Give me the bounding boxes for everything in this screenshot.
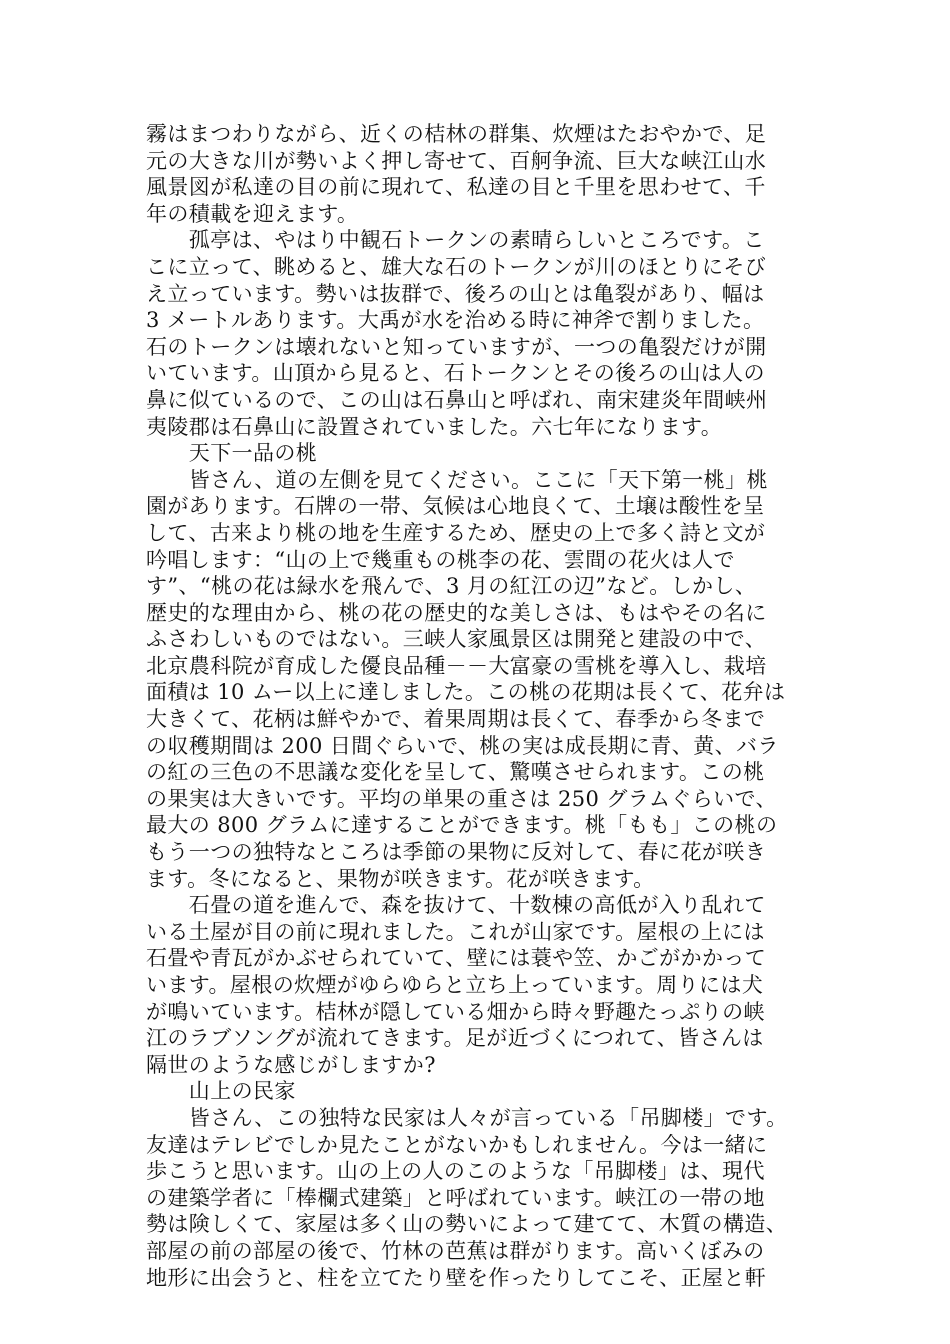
paragraph-start-line: 皆さん、この独特な民家は人々が言っている「吊脚楼」です。 bbox=[146, 1105, 788, 1130]
text-line: こに立って、眺めると、雄大な石のトークンが川のほとりにそび bbox=[146, 254, 767, 279]
text-line: が鳴いています。桔林が隠している畑から時々野趣たっぷりの峡 bbox=[146, 999, 765, 1024]
paragraph-start-line: 石畳の道を進んで、森を抜けて、十数棟の高低が入り乱れて bbox=[146, 893, 766, 918]
text-line: 夷陵郡は石鼻山に設置されていました。六七年になります。 bbox=[146, 414, 723, 439]
text-line: 鼻に似ているので、この山は石鼻山と呼ばれ、南宋建炎年間峡州 bbox=[146, 387, 768, 412]
text-line: して、古来より桃の地を生産するため、歴史の上で多く詩と文が bbox=[146, 520, 766, 545]
text-line: 勢は険しくて、家屋は多く山の勢いによって建てて、木質の構造、 bbox=[146, 1212, 788, 1237]
text-line: の収穫期間は 200 日間ぐらいで、桃の実は成長期に青、黄、バラ bbox=[146, 733, 779, 758]
text-line: 友達はテレビでしか見たことがないかもしれません。今は一緒に bbox=[146, 1132, 768, 1157]
text-line: 大きくて、花柄は鮮やかで、着果周期は長くて、春季から冬まで bbox=[146, 707, 766, 732]
paragraph-start-line: 孤亭は、やはり中観石トークンの素晴らしいところです。こ bbox=[146, 228, 765, 253]
text-line: います。屋根の炊煙がゆらゆらと立ち上っています。周りには犬 bbox=[146, 973, 764, 997]
section-heading: 天下一品の桃 bbox=[146, 441, 318, 466]
text-line: もう一つの独特なところは季節の果物に反対して、春に花が咲き bbox=[146, 840, 767, 865]
text-line: 園があります。石牌の一帯、気候は心地良くて、土壌は酸性を呈 bbox=[146, 494, 765, 519]
section-heading: 山上の民家 bbox=[146, 1079, 296, 1104]
text-line: 面積は 10 ムー以上に達しました。この桃の花期は長くて、花弁は bbox=[146, 680, 786, 705]
text-line: 歩こうと思います。山の上の人のこのような「吊脚楼」は、現代 bbox=[146, 1159, 765, 1184]
text-line: ふさわしいものではない。三峡人家風景区は開発と建設の中で、 bbox=[146, 627, 767, 652]
paragraph-start-line: 皆さん、道の左側を見てください。ここに「天下第一桃」桃 bbox=[146, 467, 768, 492]
text-line: いる土屋が目の前に現れました。これが山家です。屋根の上には bbox=[146, 919, 765, 944]
text-line: 歴史的な理由から、桃の花の歴史的な美しさは、もはやその名に bbox=[146, 600, 767, 625]
text-line: の果実は大きいです。平均の単果の重さは 250 グラムぐらいで、 bbox=[146, 786, 777, 811]
text-line: 江のラブソングが流れてきます。足が近づくにつれて、皆さんは bbox=[146, 1026, 764, 1051]
text-line: 石畳や青瓦がかぶせられていて、壁には蓑や笠、かごがかかって bbox=[146, 946, 767, 971]
text-line: 隔世のような感じがしますか? bbox=[146, 1052, 436, 1077]
text-line: 地形に出会うと、柱を立てたり壁を作ったりしてこそ、正屋と軒 bbox=[146, 1265, 767, 1290]
text-line: 3 メートルあります。大禹が水を治める時に神斧で割りました。 bbox=[146, 308, 765, 333]
text-line: 風景図が私達の目の前に現れて、私達の目と千里を思わせて、千 bbox=[146, 175, 766, 200]
text-line: 霧はまつわりながら、近くの桔林の群集、炊煙はたおやかで、足 bbox=[146, 122, 767, 146]
text-line: え立っています。勢いは抜群で、後ろの山とは亀裂があり、幅は bbox=[146, 281, 765, 306]
text-line: 吟唱します：“山の上で幾重もの桃李の花、雲間の花火は人で bbox=[146, 547, 735, 572]
text-line: す”、“桃の花は緑水を飛んで、3 月の紅江の辺”など。しかし、 bbox=[146, 574, 757, 599]
text-line: 石のトークンは壊れないと知っていますが、一つの亀裂だけが開 bbox=[146, 334, 767, 359]
text-line: 年の積載を迎えます。 bbox=[146, 201, 359, 226]
text-line: 部屋の前の部屋の後で、竹林の芭蕉は群がります。高いくぼみの bbox=[146, 1238, 765, 1263]
text-line: ます。冬になると、果物が咲きます。花が咲きます。 bbox=[146, 866, 655, 891]
text-line: の紅の三色の不思議な変化を呈して、驚嘆させられます。この桃 bbox=[146, 760, 765, 785]
text-line: の建築学者に「棒欄式建築」と呼ばれています。峡江の一帯の地 bbox=[146, 1185, 765, 1210]
text-line: 最大の 800 グラムに達することができます。桃「もも」この桃の bbox=[146, 813, 778, 838]
text-line: 元の大きな川が勢いよく押し寄せて、百舸争流、巨大な峡江山水 bbox=[146, 148, 767, 173]
body-text bbox=[146, 121, 826, 1291]
text-line: 北京農科院が育成した優良品種－－大富豪の雪桃を導入し、栽培 bbox=[146, 653, 767, 678]
text-line: いています。山頂から見ると、石トークンとその後ろの山は人の bbox=[146, 361, 765, 386]
